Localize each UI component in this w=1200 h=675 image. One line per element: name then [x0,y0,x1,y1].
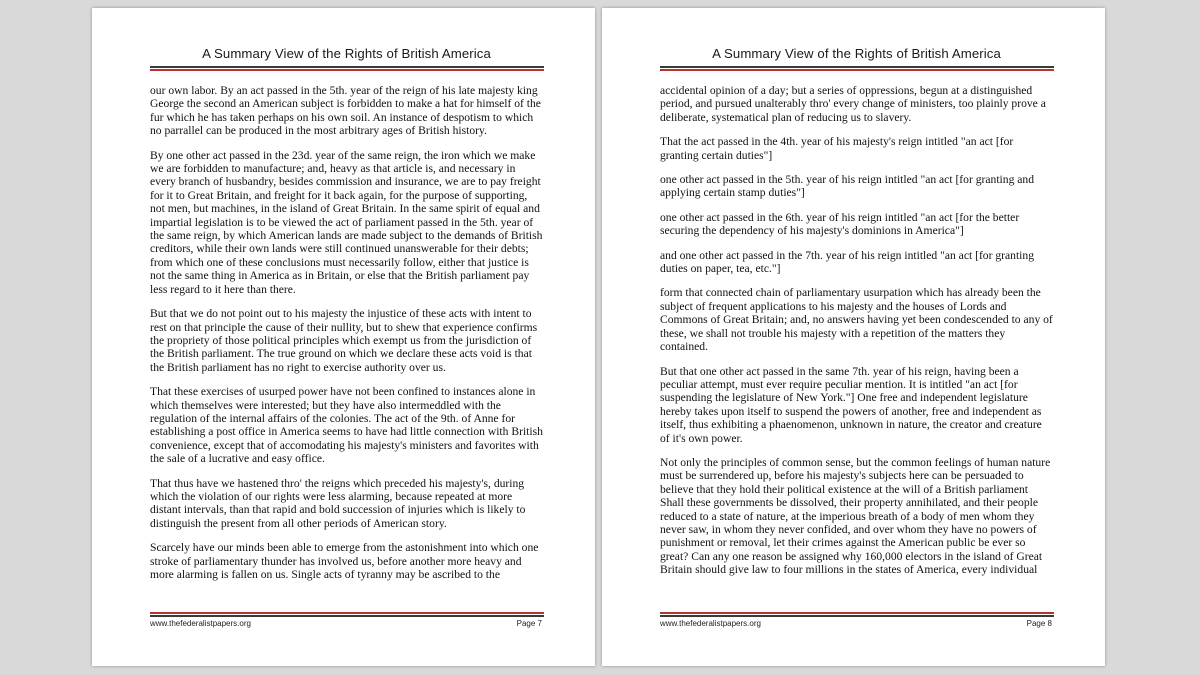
running-header: A Summary View of the Rights of British America [712,46,1001,61]
paragraph: By one other act passed in the 23d. year of the same reign, the iron which we make we are forbidden to manufacture; and, heavy as that article is, and necessary in every branch of husbandry, besides commission and insurance, we are to pay freight for it to Great Britain, and freight for it back again, for the purpose of supporting, not men, but machines, in the island of Great Britain. In the same spirit of equal and impartial legislation is to be viewed the act of parliament passed in the 5th. year of the same reign, by which American lands are made subject to the demands of British creditors, while their own lands were still continued unanswerable for their debts; from which one of these conclusions must necessarily follow, either that justice is not the same thing in America as in Britain, or else that the British parliament pay less regard to it here than there. [150,148,543,296]
paragraph: one other act passed in the 6th. year of his reign intitled "an act [for the better securing the dependency of his majesty's dominions in America"] [660,210,1020,238]
paragraph: accidental opinion of a day; but a series of oppressions, begun at a distinguished period, and pursued unalterably thro' every change of ministers, too plainly prove a deliberate, systematical plan of reducing us to slavery. [660,84,1046,124]
paragraph: But that one other act passed in the same 7th. year of his reign, having been a peculiar attempt, must ever require peculiar mention. It is intitled "an act [for suspending the legislature of New York."] One free and independent legislature hereby takes upon itself to suspend the powers of another, free and independent as itself, thus exhibiting a phaenomenon, unknown in nature, the creator and creature of it's own power. [660,364,1042,445]
footer-site: www.thefederalistpapers.org [150,619,251,628]
paragraph: form that connected chain of parliamentary usurpation which has already been the subject of frequent applications to his majesty and the houses of Lords and Commons of Great Britain; and, no answers having yet been condescended to any of these, we shall not trouble his majesty with a repetition of the matters they contained. [660,286,1053,354]
paragraph: our own labor. By an act passed in the 5th. year of the reign of his late majesty king George the second an American subject is forbidden to make a hat for himself of the fur which he has taken perhaps on his own soil. An instance of despotism to which no parrallel can be produced in the most arbitrary ages of British history. [150,84,541,138]
page-right [602,8,1105,666]
paragraph: That these exercises of usurped power have not been confined to instances alone in which themselves were interested; but they have also intermeddled with the regulation of the internal affairs of the colonies. The act of the 9th. of Anne for establishing a post office in America seems to have had little connection with British convenience, except that of accomodating his majesty's ministers and favorites with the sale of a lucrative and easy office. [150,385,543,466]
header-rule [660,66,1054,71]
page-left [92,8,595,666]
paragraph: That the act passed in the 4th. year of his majesty's reign intitled "an act [for granting certain duties"] [660,135,1014,162]
paragraph: That thus have we hastened thro' the reigns which preceded his majesty's, during which the violation of our rights were less alarming, because repeated at more distant intervals, than that rapid and bold succession of injuries which is likely to distinguish the present from all other periods of American story. [150,476,526,530]
running-header: A Summary View of the Rights of British America [202,46,491,61]
paragraph: Not only the principles of common sense, but the common feelings of human nature must be surrendered up, before his majesty's subjects here can be persuaded to believe that they hold their political existence at the will of a British parliament Shall these governments be dissolved, their property annihilated, and their people reduced to a state of nature, at the imperious breath of a body of men whom they never saw, in whom they never confided, and over whom they have no powers of punishment or removal, let their crimes against the American public be ever so great? Can any one reason be assigned why 160,000 electors in the island of Great Britain should give law to four millions in the states of America, every individual [660,455,1051,577]
paragraph: one other act passed in the 5th. year of his reign intitled "an act [for granting and applying certain stamp duties"] [660,173,1035,200]
footer-site: www.thefederalistpapers.org [660,619,761,628]
header-rule [150,66,544,71]
footer-rule [660,612,1054,617]
footer-rule [150,612,544,617]
page-body [660,84,1054,588]
page-number: Page 8 [1026,619,1052,628]
paragraph: and one other act passed in the 7th. year of his reign intitled "an act [for granting duties on paper, tea, etc."] [660,248,1035,276]
paragraph: Scarcely have our minds been able to emerge from the astonishment into which one stroke of parliamentary thunder has involved us, before another more heavy and more alarming is fallen on us. Single acts of tyranny may be ascribed to the [150,541,539,581]
page-number: Page 7 [516,619,542,628]
page-body [150,84,544,592]
paragraph: But that we do not point out to his majesty the injustice of these acts with intent to rest on that principle the cause of their nullity, but to shew that experience confirms the propriety of those political principles which exempt us from the jurisdiction of the British parliament. The true ground on which we declare these acts void is that the British parliament has no right to exercise authority over us. [150,307,538,374]
